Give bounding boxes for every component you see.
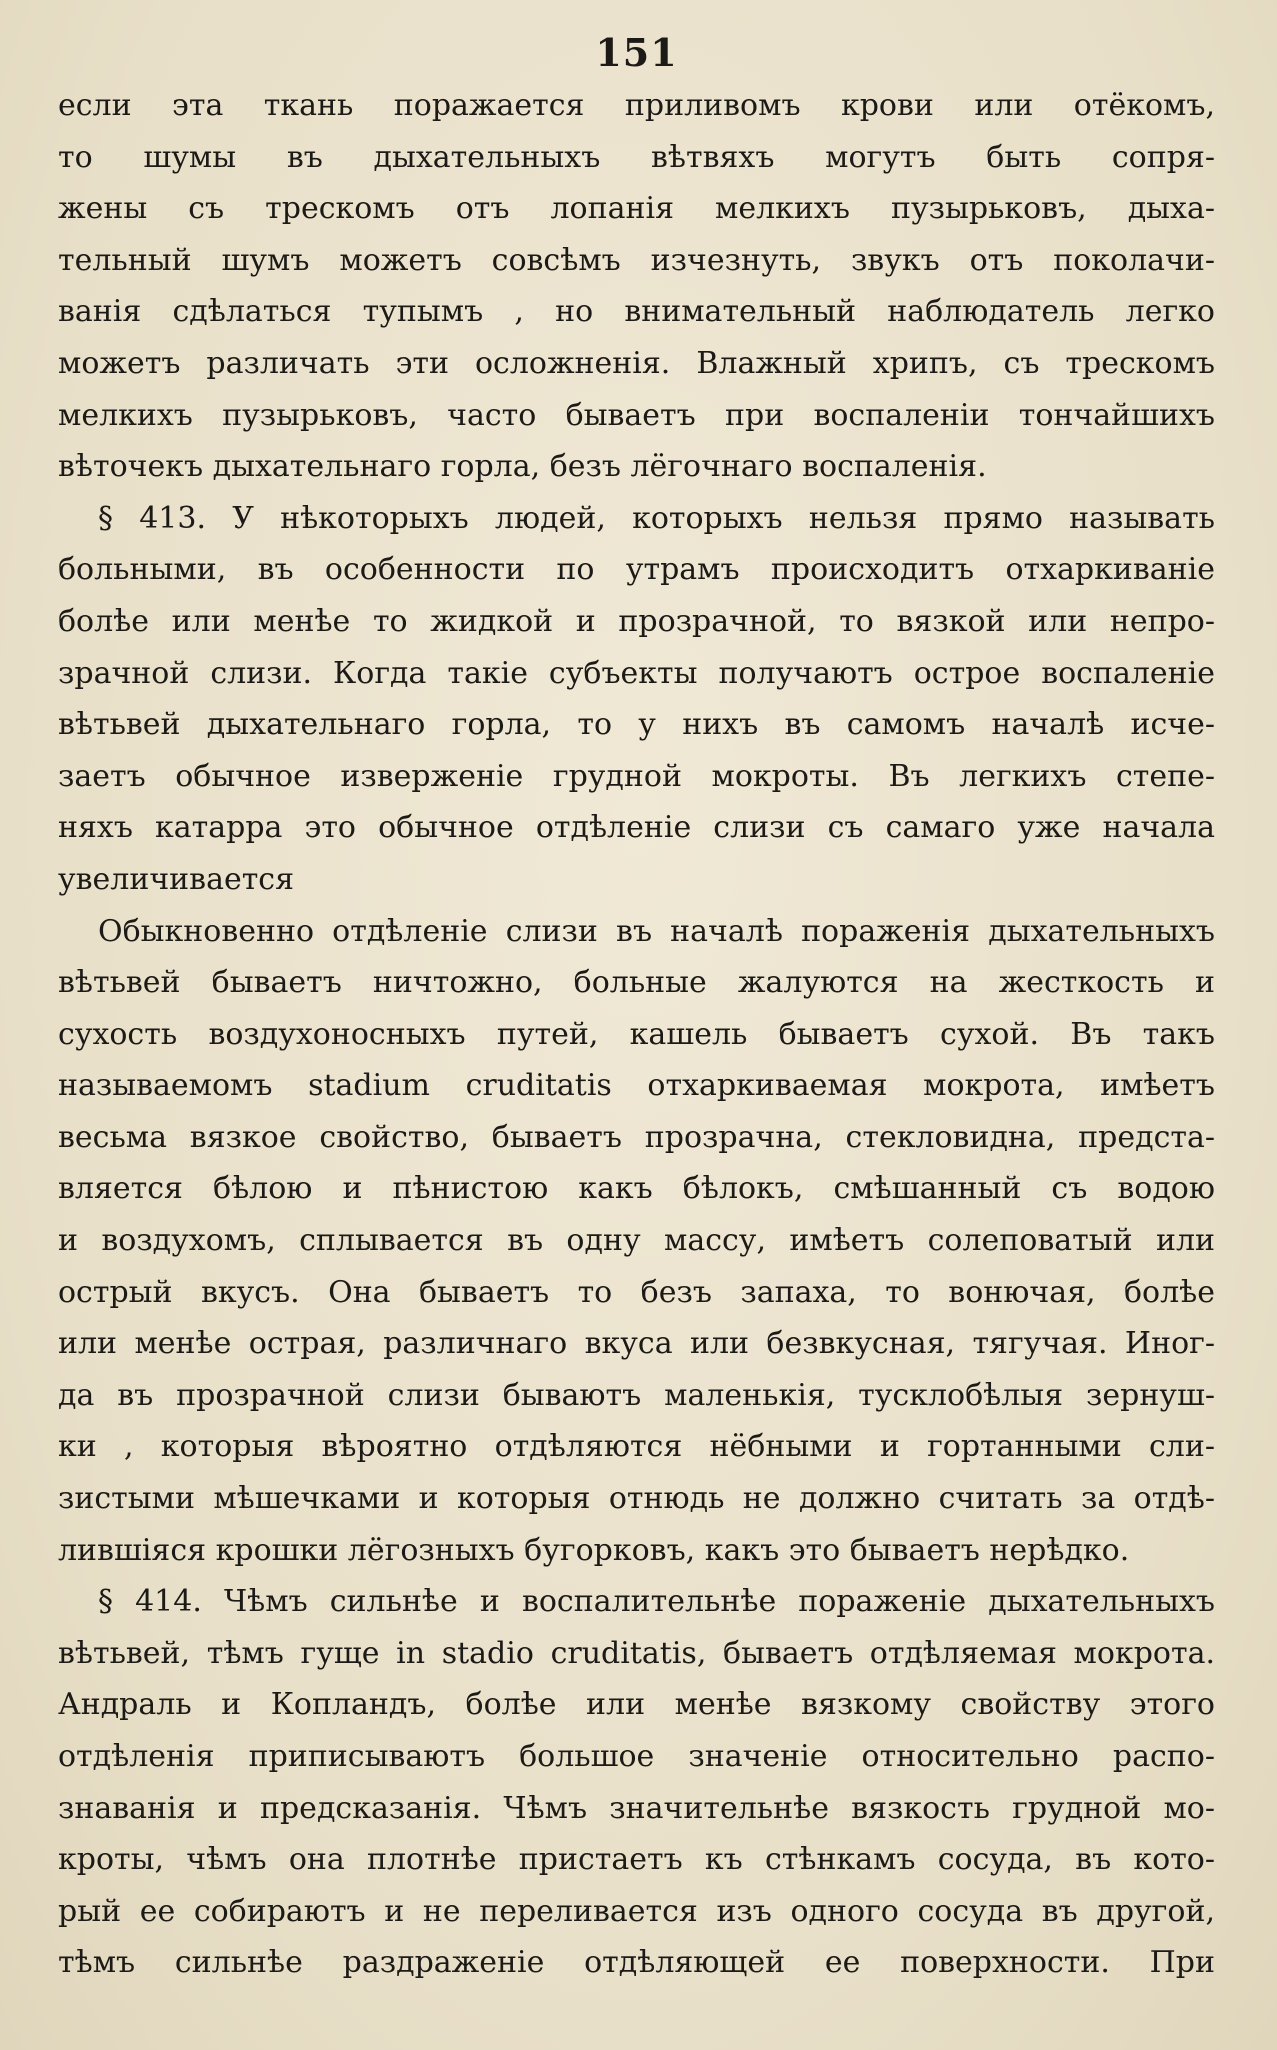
text-line: весьма вязкое свойство, бываетъ прозрачна, стекловидна, предста- xyxy=(58,1119,1215,1155)
text-line: § 413. У нѣкоторыхъ людей, которыхъ нельзя прямо называть xyxy=(98,500,1215,536)
text-line: тѣмъ сильнѣе раздраженіе отдѣляющей ее поверхности. При xyxy=(58,1945,1215,1981)
text-line: няхъ катарра это обычное отдѣленіе слизи съ самаго уже начала xyxy=(58,810,1215,846)
text-line: Обыкновенно отдѣленіе слизи въ началѣ пораженія дыхательныхъ xyxy=(98,913,1215,949)
text-line: заетъ обычное изверженіе грудной мокроты. Въ легкихъ степе- xyxy=(58,758,1215,794)
text-line: вѣточекъ дыхательнаго горла, безъ лёгочнаго воспаленія. xyxy=(58,449,987,485)
text-line: или менѣе острая, различнаго вкуса или безвкусная, тягучая. Иног- xyxy=(58,1326,1215,1362)
text-line: тельный шумъ можетъ совсѣмъ изчезнуть, звукъ отъ поколачи- xyxy=(58,242,1215,278)
page-number: 151 xyxy=(595,30,678,75)
text-line: если эта ткань поражается приливомъ крови или отёкомъ, xyxy=(58,88,1215,123)
text-line: болѣе или менѣе то жидкой и прозрачной, то вязкой или непро- xyxy=(58,603,1215,639)
text-line: зистыми мѣшечками и которыя отнюдь не должно считать за отдѣ- xyxy=(58,1481,1215,1517)
text-line: можетъ различать эти осложненія. Влажный хрипъ, съ трескомъ xyxy=(58,345,1215,381)
text-line: то шумы въ дыхательныхъ вѣтвяхъ могутъ быть сопря- xyxy=(58,139,1215,175)
text-line: вѣтьвей бываетъ ничтожно, больные жалуются на жесткость и xyxy=(58,965,1215,1001)
text-line: и воздухомъ, сплывается въ одну массу, имѣетъ солеповатый или xyxy=(58,1223,1215,1259)
text-line: сухость воздухоносныхъ путей, кашель бываетъ сухой. Въ такъ xyxy=(58,1016,1215,1052)
text-line: называемомъ stadium cruditatis отхаркиваемая мокрота, имѣетъ xyxy=(58,1068,1215,1104)
text-line: жены съ трескомъ отъ лопанія мелкихъ пузырьковъ, дыха- xyxy=(58,191,1215,227)
text-line: рый ее собираютъ и не переливается изъ одного сосуда въ другой, xyxy=(58,1893,1215,1929)
text-line: лившіяся крошки лёгозныхъ бугорковъ, какъ это бываетъ нерѣдко. xyxy=(58,1532,1130,1568)
text-line: острый вкусъ. Она бываетъ то безъ запаха, то вонючая, болѣе xyxy=(58,1274,1215,1310)
text-line: § 414. Чѣмъ сильнѣе и воспалительнѣе пораженіе дыхательныхъ xyxy=(98,1584,1215,1620)
text-line: знаванія и предсказанія. Чѣмъ значительнѣе вязкость грудной мо- xyxy=(58,1790,1215,1826)
text-line: зрачной слизи. Когда такіе субъекты получаютъ острое воспаленіе xyxy=(58,655,1215,691)
text-line: ки , которыя вѣроятно отдѣляются нёбными и гортанными сли- xyxy=(58,1429,1215,1465)
text-line: кроты, чѣмъ она плотнѣе пристаетъ къ стѣнкамъ сосуда, въ кото- xyxy=(58,1842,1215,1878)
text-body xyxy=(58,80,1215,1989)
text-line: увеличивается xyxy=(58,861,295,897)
text-line: вѣтьвей, тѣмъ гуще in stadio cruditatis, бываетъ отдѣляемая мокрота. xyxy=(58,1635,1215,1671)
text-line: вѣтьвей дыхательнаго горла, то у нихъ въ самомъ началѣ исче- xyxy=(58,707,1215,743)
text-line: Андраль и Копландъ, болѣе или менѣе вязкому свойству этого xyxy=(58,1687,1215,1723)
text-line: больными, въ особенности по утрамъ происходитъ отхаркиваніе xyxy=(58,552,1215,588)
text-line: да въ прозрачной слизи бываютъ маленькія, тусклобѣлыя зернуш- xyxy=(58,1377,1215,1413)
text-line: ванія сдѣлаться тупымъ , но внимательный наблюдатель легко xyxy=(58,294,1215,330)
text-line: вляется бѣлою и пѣнистою какъ бѣлокъ, смѣшанный съ водою xyxy=(58,1171,1215,1207)
text-line: отдѣленія приписываютъ большое значеніе относительно распо- xyxy=(58,1739,1215,1774)
text-line: мелкихъ пузырьковъ, часто бываетъ при воспаленіи тончайшихъ xyxy=(58,397,1215,433)
